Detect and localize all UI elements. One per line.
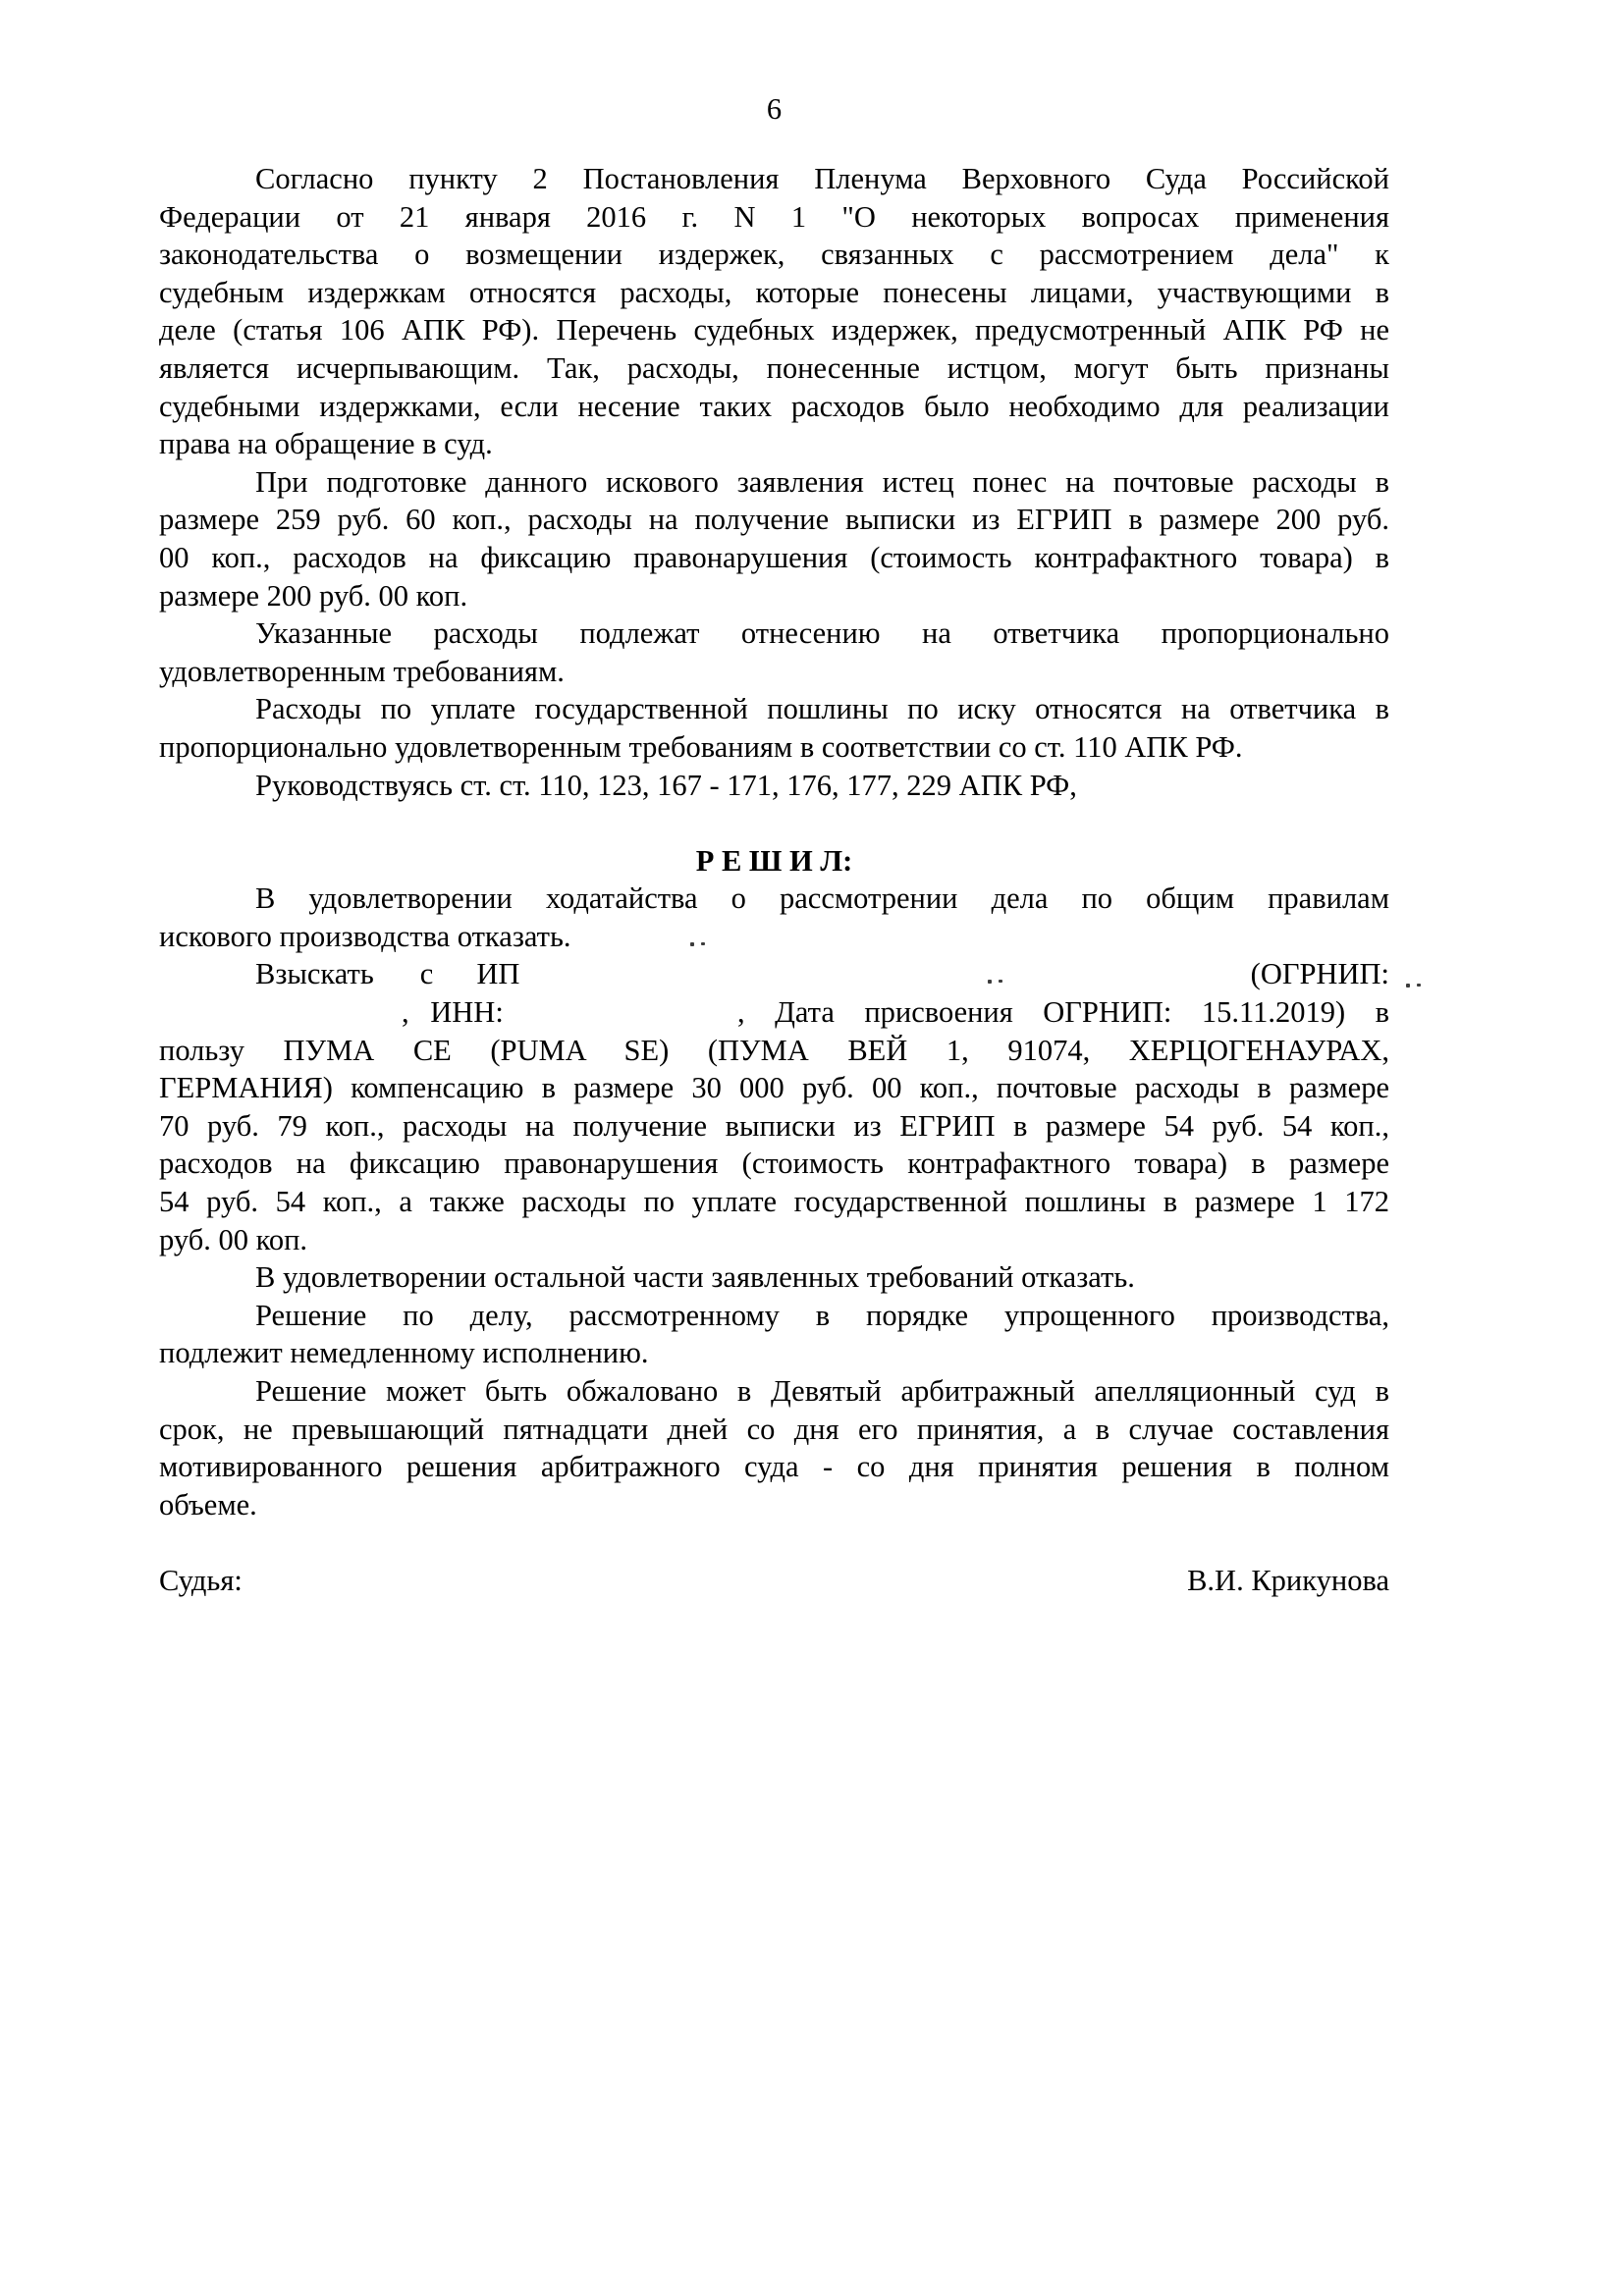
paragraph: [159, 160, 1389, 463]
document-body: [159, 160, 1389, 1523]
signature-row: [159, 1562, 1389, 1600]
paragraph: [159, 614, 1389, 690]
text-line: искового производства отказать.: [159, 919, 571, 953]
text-segment: (ОГРНИП:: [1250, 957, 1389, 991]
text-line: законодательства о возмещении издержек, связанных с рассмотрением дела" к: [159, 238, 1389, 272]
text-line: пользу ПУМА СЕ (PUMA SE) (ПУМА ВЕЙ 1, 91074, ХЕРЦОГЕНАУРАХ,: [159, 1033, 1389, 1067]
text-line: Согласно пункту 2 Постановления Пленума Верховного Суда Российской: [255, 162, 1389, 195]
text-line: Федерации от 21 января 2016 г. N 1 "О некоторых вопросах применения: [159, 199, 1389, 234]
resolution-heading: Р Е Ш И Л:: [695, 843, 853, 878]
text-line: является исчерпывающим. Так, расходы, понесенные истцом, могут быть признаны: [159, 350, 1389, 385]
text-line: При подготовке данного искового заявления истец понес на почтовые расходы в: [255, 464, 1389, 499]
text-line: мотивированного решения арбитражного суда - со дня принятия решения в полном: [159, 1450, 1389, 1484]
paragraph: [159, 880, 1389, 955]
page-number: 6: [766, 92, 783, 126]
text-line: деле (статья 106 АПК РФ). Перечень судебных издержек, предусмотренный АПК РФ не: [159, 313, 1389, 347]
text-segment: ИП: [476, 957, 520, 991]
text-line: Расходы по уплате государственной пошлины по иску относятся на ответчика в: [255, 692, 1389, 726]
text-line: Руководствуясь ст. ст. 110, 123, 167 - 171, 176, 177, 229 АПК РФ,: [255, 768, 1077, 802]
text-line: Решение может быть обжаловано в Девятый арбитражный апелляционный суд в: [255, 1374, 1389, 1408]
text-line: размере 200 руб. 00 коп.: [159, 578, 468, 613]
text-line: Указанные расходы подлежат отнесению на ответчика пропорционально: [255, 616, 1389, 651]
text-segment: Взыскать: [255, 957, 374, 991]
text-segment: , ИНН:: [402, 995, 504, 1030]
text-line: [159, 955, 1389, 993]
text-line: срок, не превышающий пятнадцати дней со дня его принятия, а в случае составления: [159, 1412, 1389, 1446]
text-line: пропорционально удовлетворенным требованиям в соответствии со ст. 110 АПК РФ.: [159, 729, 1243, 764]
artifact-dot: [1417, 984, 1421, 987]
paragraph: [159, 463, 1389, 614]
text-segment: с: [419, 957, 434, 991]
text-line: В удовлетворении ходатайства о рассмотрении дела по общим правилам: [255, 881, 1389, 916]
text-line: ГЕРМАНИЯ) компенсацию в размере 30 000 руб. 00 коп., почтовые расходы в размере: [159, 1071, 1389, 1105]
text-line: права на обращение в суд.: [159, 427, 493, 461]
artifact-dot: [701, 942, 705, 945]
text-line: судебным издержкам относятся расходы, которые понесены лицами, участвующими в: [159, 275, 1389, 309]
judge-name: В.И. Крикунова: [1187, 1564, 1389, 1597]
text-line: Решение по делу, рассмотренному в порядке упрощенного производства,: [255, 1298, 1389, 1332]
text-line: В удовлетворении остальной части заявленных требований отказать.: [255, 1260, 1135, 1295]
paragraph: [159, 767, 1389, 805]
text-line: 70 руб. 79 коп., расходы на получение выписки из ЕГРИП в размере 54 руб. 54 коп.,: [159, 1108, 1389, 1143]
artifact-dot: [988, 980, 992, 984]
paragraph: [159, 1258, 1389, 1297]
text-line: объеме.: [159, 1487, 257, 1522]
text-line: 54 руб. 54 коп., а также расходы по уплате государственной пошлины в размере 1 172: [159, 1185, 1389, 1219]
text-segment: , Дата присвоения ОГРНИП: 15.11.2019) в: [737, 995, 1389, 1030]
paragraph: [159, 955, 1389, 1258]
artifact-dot: [690, 942, 694, 946]
artifact-dot: [1406, 984, 1410, 988]
text-line: [159, 993, 1389, 1032]
text-line: расходов на фиксацию правонарушения (стоимость контрафактного товара) в размере: [159, 1147, 1389, 1181]
text-line: удовлетворенным требованиям.: [159, 654, 565, 688]
text-line: судебными издержками, если несение таких расходов было необходимо для реализации: [159, 389, 1389, 423]
paragraph: [159, 1297, 1389, 1372]
judge-label: Судья:: [159, 1564, 243, 1597]
text-line: руб. 00 коп.: [159, 1222, 308, 1256]
text-line: 00 коп., расходов на фиксацию правонарушения (стоимость контрафактного товара) в: [159, 540, 1389, 574]
text-line: размере 259 руб. 60 коп., расходы на получение выписки из ЕГРИП в размере 200 руб.: [159, 503, 1389, 537]
paragraph: [159, 1372, 1389, 1523]
text-line: подлежит немедленному исполнению.: [159, 1336, 649, 1370]
paragraph: [159, 690, 1389, 766]
artifact-dot: [999, 980, 1002, 983]
